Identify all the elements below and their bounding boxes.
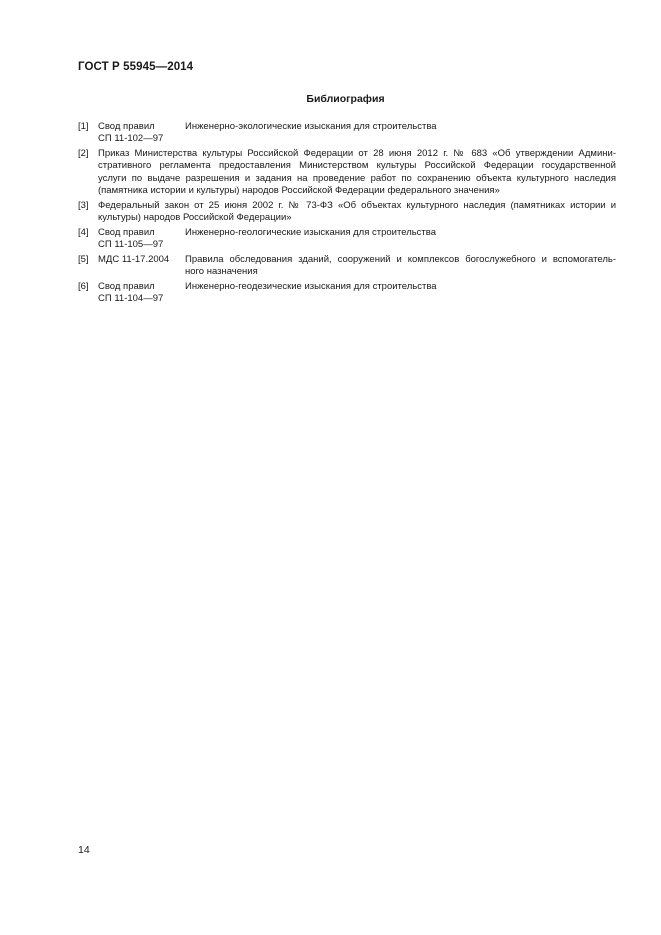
entry-number: [5] <box>78 253 89 265</box>
entry-description <box>185 121 616 146</box>
entry-number: [2] <box>78 148 89 160</box>
description-line: Инженерно-экологические изыскания для строительства <box>185 121 437 132</box>
bibliography-list <box>78 121 616 308</box>
entry-number: [1] <box>78 121 89 132</box>
description-line: Инженерно-геологические изыскания для строительства <box>185 226 437 238</box>
source-line: Свод правил <box>98 121 155 132</box>
entry-text <box>98 148 616 197</box>
entry-source <box>98 254 182 266</box>
text-line: Федеральный закон от 25 июня 2002 г. № 73-ФЗ «Об объектах культурного наследия (памятниках истории и <box>98 199 616 211</box>
text-line: услуги по выдаче разрешения и задания на проведение работ по сохранению объекта культурного наследия <box>98 172 616 184</box>
entry-description <box>185 281 616 306</box>
text-line: (памятника истории и культуры) народов Российской Федерации федерального значения» <box>98 184 500 196</box>
bibliography-entry <box>78 227 616 252</box>
source-line: СП 11-102—97 <box>98 133 164 145</box>
entry-number: [3] <box>78 199 89 211</box>
entry-source <box>98 227 182 252</box>
text-line: Приказ Министерства культуры Российской Федерации от 28 июня 2012 г. № 683 «Об утверждении Админи- <box>98 148 616 160</box>
text-line: стративного регламента предоставления Министерством культуры Российской Федерации государственной <box>98 160 616 172</box>
bibliography-entry <box>78 254 616 279</box>
section-title: Библиография <box>306 93 385 105</box>
entry-description <box>185 254 616 279</box>
source-line: МДС 11-17.2004 <box>98 253 170 265</box>
entry-source <box>98 281 182 306</box>
source-line: Свод правил <box>98 226 155 238</box>
bibliography-entry <box>78 200 616 225</box>
source-line: СП 11-105—97 <box>98 239 164 251</box>
text-line: культуры) народов Российской Федерации» <box>98 212 292 224</box>
document-code: ГОСТ Р 55945—2014 <box>78 61 194 73</box>
entry-description <box>185 227 616 252</box>
description-line: Инженерно-геодезические изыскания для строительства <box>185 281 437 293</box>
source-line: Свод правил <box>98 281 155 293</box>
entry-text <box>98 200 616 225</box>
description-line: ного назначения <box>185 266 258 278</box>
bibliography-entry <box>78 148 616 197</box>
description-line: Правила обследования зданий, сооружений и комплексов богослужебного и вспомогатель- <box>185 253 616 265</box>
entry-source <box>98 121 182 146</box>
bibliography-entry <box>78 281 616 306</box>
entry-number: [4] <box>78 226 89 238</box>
source-line: СП 11-104—97 <box>98 293 164 305</box>
entry-number: [6] <box>78 281 89 293</box>
page-number: 14 <box>78 844 90 856</box>
bibliography-entry <box>78 121 616 146</box>
